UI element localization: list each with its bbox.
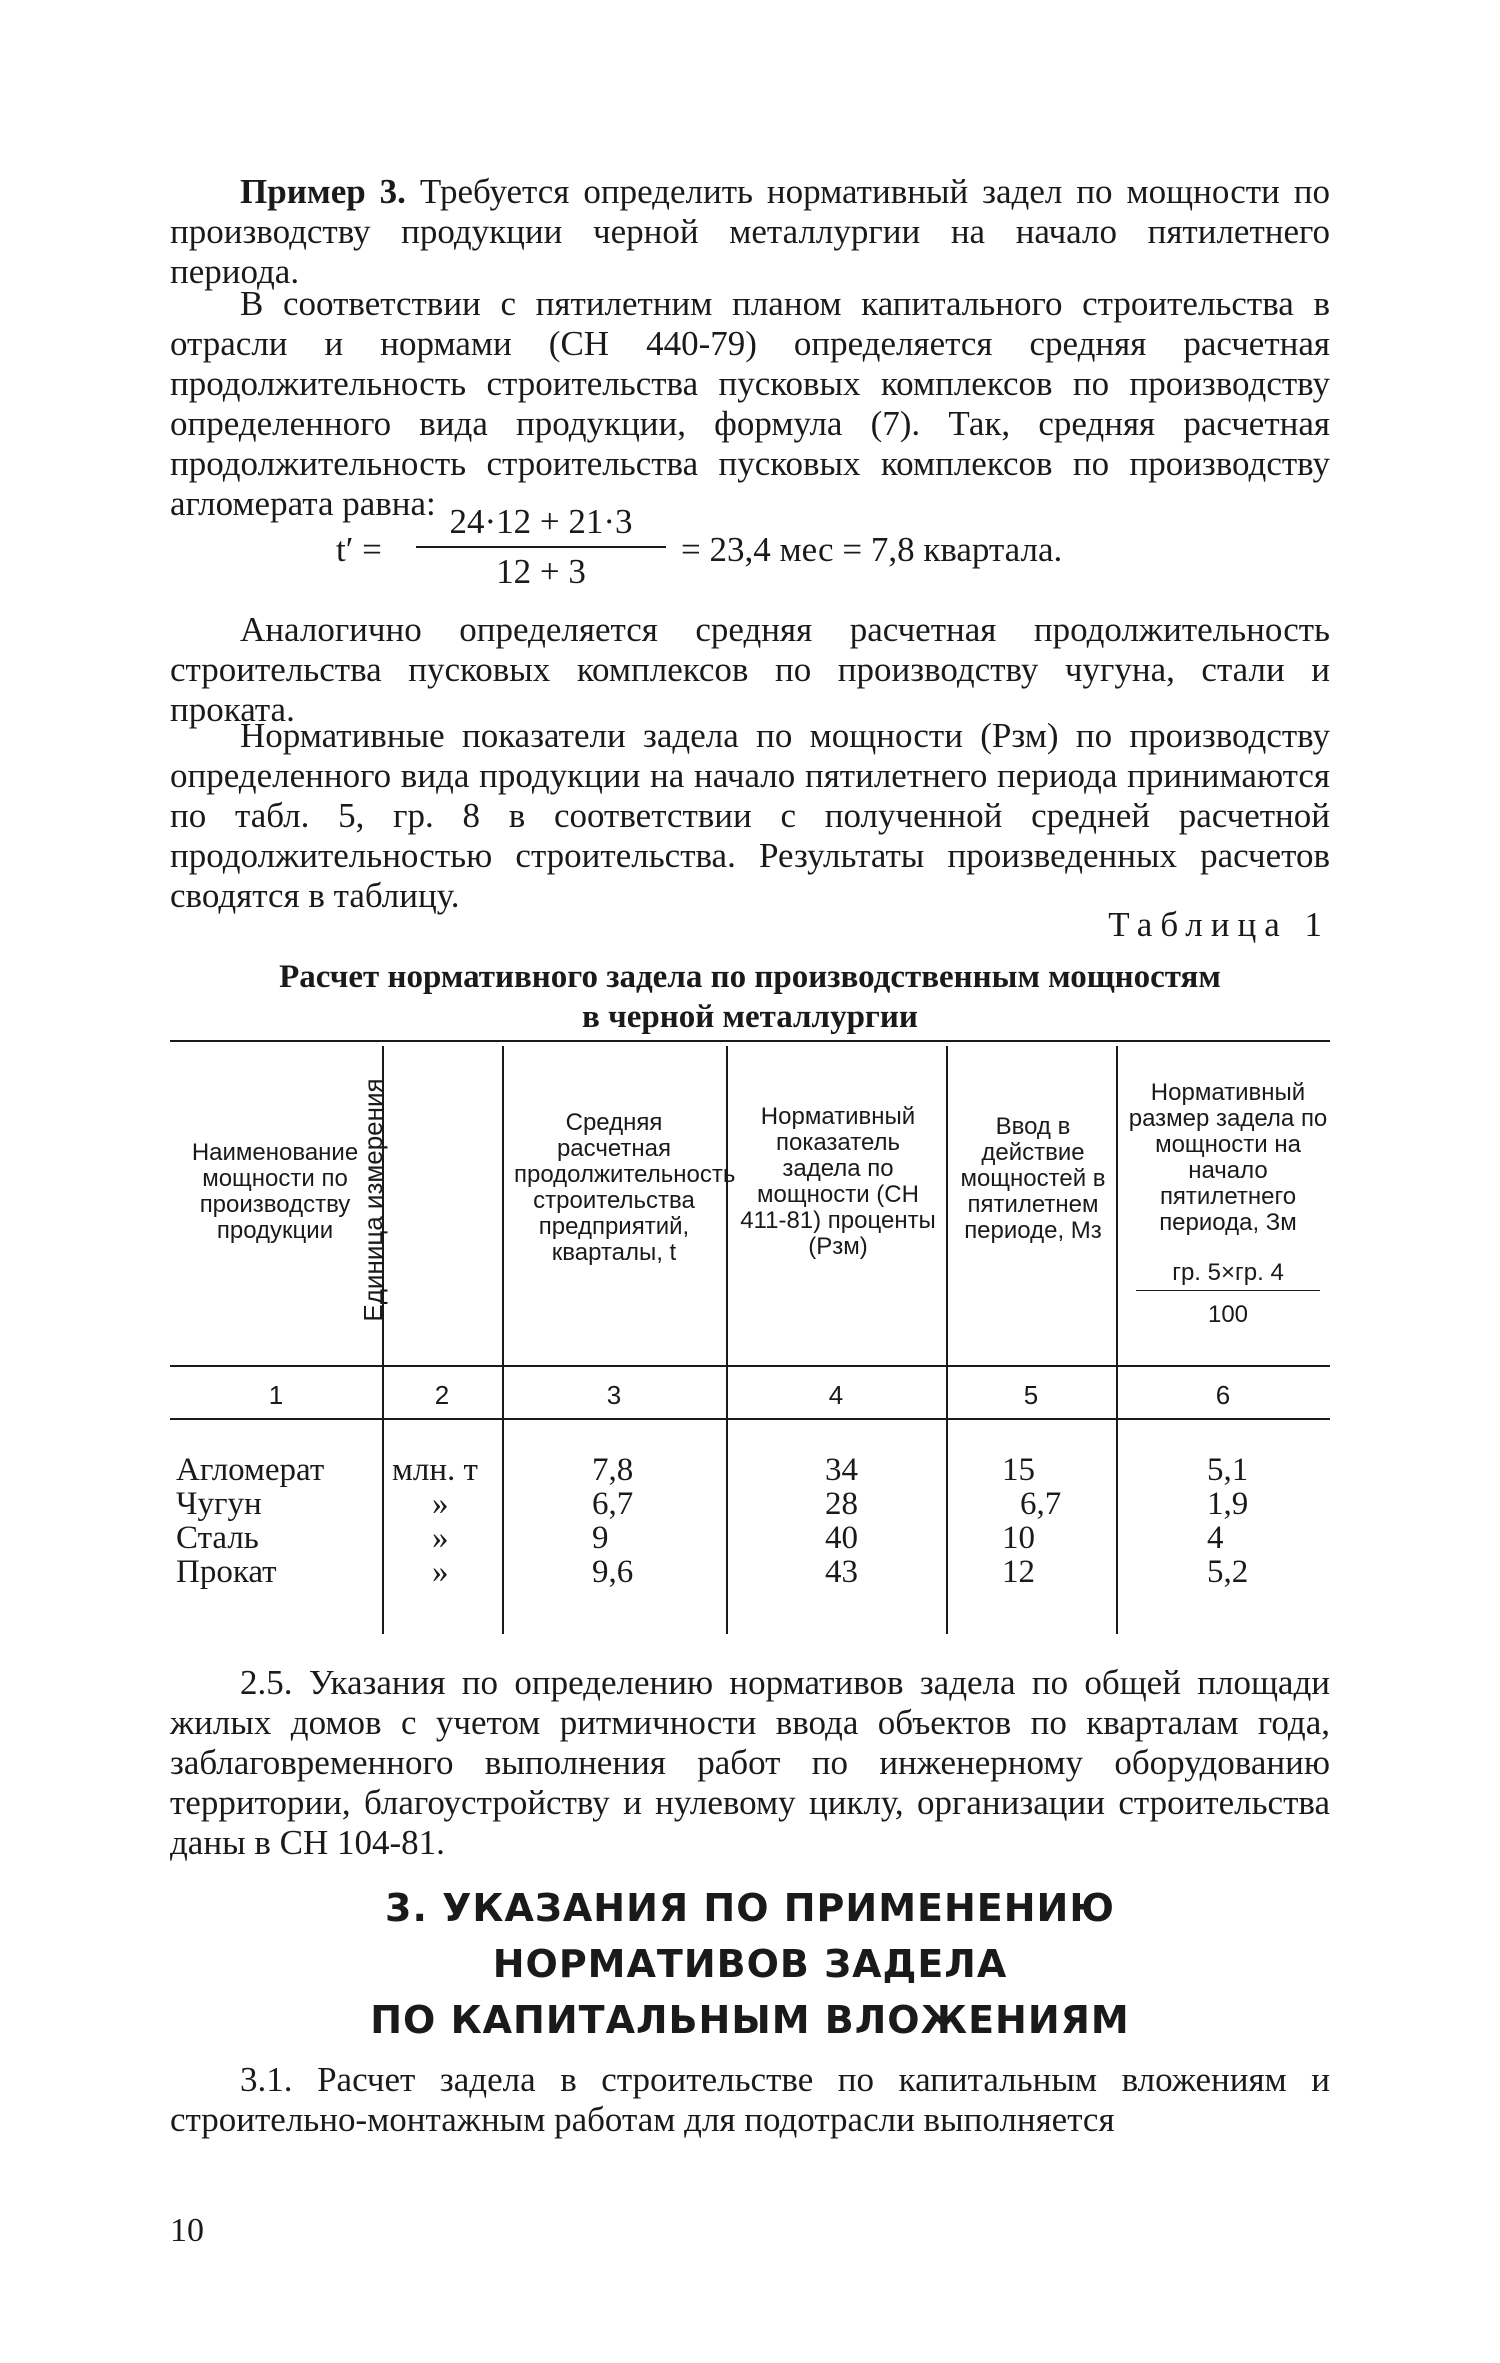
- page-number: 10: [170, 2212, 204, 2249]
- table-vline-4: [946, 1046, 948, 1634]
- header-percent: Нормативный показатель задела по мощности (СН 411-81) проценты (Pзм): [740, 1103, 936, 1260]
- example-block: [170, 172, 1330, 292]
- row-input: 10: [1002, 1520, 1035, 1556]
- row-percent: 40: [825, 1520, 858, 1556]
- col-number-1: 1: [268, 1380, 284, 1410]
- paragraph-2-text: Аналогично определяется средняя расчетная продолжительность строительства пусковых комплексов по производству чугуна, стали и проката.: [170, 610, 1330, 729]
- formula-lhs: t′ =: [336, 530, 382, 569]
- paragraph-4: [170, 1663, 1330, 1863]
- section-heading-line-3: ПО КАПИТАЛЬНЫМ ВЛОЖЕНИЯМ: [370, 1998, 1130, 2042]
- row-name: Чугун: [176, 1486, 262, 1522]
- header-reserve-denominator: 100: [1207, 1301, 1249, 1328]
- row-unit: млн. т: [392, 1452, 478, 1488]
- col-number-4: 4: [828, 1380, 844, 1410]
- paragraph-3: [170, 716, 1330, 916]
- row-percent: 34: [825, 1452, 858, 1488]
- section-heading-line-1: 3. УКАЗАНИЯ ПО ПРИМЕНЕНИЮ: [385, 1886, 1115, 1930]
- table-number: Таблица 1: [1108, 905, 1330, 944]
- header-input: Ввод в действие мощностей в пятилетнем периоде, Mз: [960, 1113, 1106, 1244]
- row-name: Агломерат: [176, 1452, 325, 1488]
- paragraph-1-text: В соответствии с пятилетним планом капитального строительства в отрасли и нормами (СН 440-79) определяется средняя расчетная продолжительность строительства пусковых комплексов по производству определенного вида продукции, формула (7). Так, средняя расчетная продолжительность строительства пусковых комплексов по производству агломерата равна:: [170, 284, 1330, 523]
- table-title-line-2: в черной металлургии: [582, 999, 918, 1035]
- paragraph-4-text: 2.5. Указания по определению нормативов задела по общей площади жилых домов с учетом ритмичности ввода объектов по кварталам года, заблаговременного выполнения работ по инженерному оборудованию территории, благоустройству и нулевому циклу, организации строительства даны в СН 104-81.: [170, 1663, 1330, 1862]
- table-vline-2: [502, 1046, 504, 1634]
- row-percent: 43: [825, 1554, 858, 1590]
- example-lead: Пример 3.: [240, 172, 406, 211]
- table-top-rule: [170, 1040, 1330, 1042]
- row-name: Прокат: [176, 1554, 277, 1590]
- header-reserve: Нормативный размер задела по мощности на начало пятилетнего периода, Зм: [1128, 1079, 1328, 1236]
- row-unit: »: [432, 1486, 449, 1522]
- table-vline-5: [1116, 1046, 1118, 1634]
- col-number-3: 3: [606, 1380, 622, 1410]
- header-reserve-numerator: гр. 5×гр. 4: [1172, 1259, 1284, 1286]
- row-input: 6,7: [1020, 1486, 1062, 1522]
- col-number-2: 2: [434, 1380, 450, 1410]
- fraction-bar: [416, 546, 666, 548]
- formula-fraction: [416, 500, 666, 594]
- row-reserve: 5,2: [1207, 1554, 1249, 1590]
- row-input: 12: [1002, 1554, 1035, 1590]
- row-duration: 9,6: [592, 1554, 634, 1590]
- table-title: [170, 957, 1330, 1037]
- row-reserve: 1,9: [1207, 1486, 1249, 1522]
- paragraph-5: [170, 2060, 1330, 2140]
- example-paragraph: [170, 172, 1330, 292]
- header-reserve-fraction-bar: [1136, 1290, 1320, 1291]
- table-title-line-1: Расчет нормативного задела по производственным мощностям: [279, 959, 1221, 995]
- paragraph-2: [170, 610, 1330, 730]
- col-number-6: 6: [1215, 1380, 1231, 1410]
- section-heading-line-2: НОРМАТИВОВ ЗАДЕЛА: [492, 1942, 1008, 1986]
- formula-rhs: = 23,4 мес = 7,8 квартала.: [681, 530, 1063, 569]
- row-duration: 9: [592, 1520, 609, 1556]
- row-reserve: 5,1: [1207, 1452, 1249, 1488]
- row-name: Сталь: [176, 1520, 259, 1556]
- formula-denominator: 12 + 3: [496, 552, 586, 591]
- header-unit: Единица измерения: [358, 1078, 388, 1322]
- example-text: Требуется определить нормативный задел по мощности по производству продукции черной металлургии на начало пятилетнего периода.: [170, 172, 1330, 291]
- paragraph-1: [170, 284, 1330, 524]
- col-number-rule: [170, 1418, 1330, 1420]
- row-unit: »: [432, 1520, 449, 1556]
- paragraph-5-text: 3.1. Расчет задела в строительстве по капитальным вложениям и строительно-монтажным работам для подотрасли выполняется: [170, 2060, 1330, 2139]
- row-percent: 28: [825, 1486, 858, 1522]
- header-name: Наименование мощности по производству продукции: [191, 1139, 359, 1244]
- row-unit: »: [432, 1554, 449, 1590]
- row-reserve: 4: [1207, 1520, 1224, 1556]
- col-number-5: 5: [1023, 1380, 1039, 1410]
- row-input: 15: [1002, 1452, 1035, 1488]
- formula-numerator: 24·12 + 21·3: [449, 502, 633, 541]
- row-duration: 6,7: [592, 1486, 634, 1522]
- paragraph-3-text: Нормативные показатели задела по мощности (Pзм) по производству определенного вида продукции на начало пятилетнего периода принимаются по табл. 5, гр. 8 в соответствии с полученной средней расчетной продолжительностью строительства. Результаты произведенных расчетов сводятся в таблицу.: [170, 716, 1330, 915]
- table-vline-3: [726, 1046, 728, 1634]
- reserve-table: [170, 1040, 1330, 1640]
- row-duration: 7,8: [592, 1452, 634, 1488]
- header-rule: [170, 1365, 1330, 1367]
- header-duration: Средняя расчетная продолжительность строительства предприятий, кварталы, t: [514, 1109, 736, 1266]
- formula: [336, 500, 1236, 610]
